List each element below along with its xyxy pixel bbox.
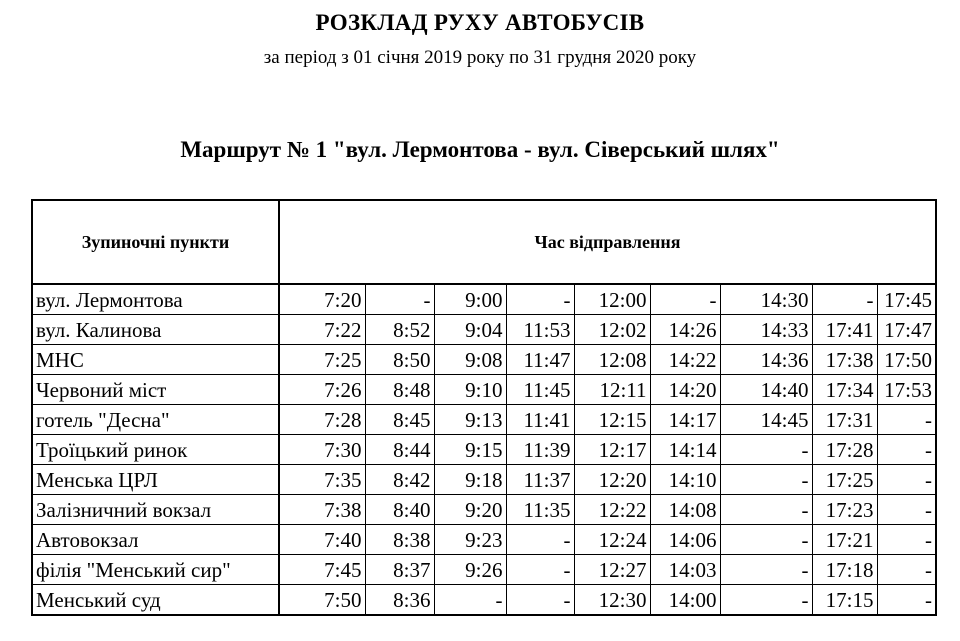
departure-time-cell: 14:30 (720, 284, 812, 315)
departure-time-cell: - (877, 525, 936, 555)
departure-time-cell: 17:38 (812, 345, 877, 375)
departure-time-cell: 9:00 (434, 284, 506, 315)
departure-time-cell: 14:20 (650, 375, 720, 405)
departure-time-cell: 12:08 (574, 345, 650, 375)
stop-name-cell: готель "Десна" (32, 405, 279, 435)
stop-name-cell: Троїцький ринок (32, 435, 279, 465)
departure-time-cell: 8:45 (365, 405, 434, 435)
departure-time-cell: 8:40 (365, 495, 434, 525)
departure-time-cell: 9:18 (434, 465, 506, 495)
departure-time-cell: - (877, 585, 936, 616)
departure-time-cell: 14:03 (650, 555, 720, 585)
departure-time-cell: 17:23 (812, 495, 877, 525)
departure-time-cell: 12:27 (574, 555, 650, 585)
departure-time-cell: 17:15 (812, 585, 877, 616)
table-row (32, 525, 936, 555)
departure-time-cell: 9:04 (434, 315, 506, 345)
departure-time-cell: 12:24 (574, 525, 650, 555)
departure-time-cell: 14:00 (650, 585, 720, 616)
table-header-row (32, 200, 936, 284)
departure-time-cell: - (720, 555, 812, 585)
departure-time-cell: - (506, 284, 574, 315)
table-row (32, 585, 936, 616)
departure-time-cell: - (434, 585, 506, 616)
departure-time-cell: 7:35 (279, 465, 365, 495)
departure-time-cell: 11:47 (506, 345, 574, 375)
departure-time-cell: - (812, 284, 877, 315)
departure-time-cell: 17:18 (812, 555, 877, 585)
stop-name-cell: Червоний міст (32, 375, 279, 405)
period-subtitle: за період з 01 січня 2019 року по 31 грудня 2020 року (263, 47, 697, 68)
departure-time-cell: - (506, 585, 574, 616)
stop-name-cell: Залізничний вокзал (32, 495, 279, 525)
stop-name-cell: Менський суд (32, 585, 279, 616)
departure-time-cell: 14:17 (650, 405, 720, 435)
departure-time-cell: 9:23 (434, 525, 506, 555)
departure-time-cell: 9:13 (434, 405, 506, 435)
departure-time-cell: 17:53 (877, 375, 936, 405)
departure-time-cell: 14:10 (650, 465, 720, 495)
departure-time-cell: 9:26 (434, 555, 506, 585)
table-row (32, 555, 936, 585)
departure-time-cell: 11:39 (506, 435, 574, 465)
departure-time-cell: 14:40 (720, 375, 812, 405)
departure-time-cell: 8:38 (365, 525, 434, 555)
departure-time-cell: - (650, 284, 720, 315)
departure-time-cell: 17:28 (812, 435, 877, 465)
departure-time-cell: 8:44 (365, 435, 434, 465)
departure-time-cell: 9:20 (434, 495, 506, 525)
stop-name-cell: МНС (32, 345, 279, 375)
stop-name-cell: вул. Лермонтова (32, 284, 279, 315)
departure-time-cell: 14:33 (720, 315, 812, 345)
departure-time-cell: 17:47 (877, 315, 936, 345)
departure-time-cell: - (506, 555, 574, 585)
departure-time-cell: - (877, 435, 936, 465)
departure-time-cell: 7:28 (279, 405, 365, 435)
departure-time-cell: 11:45 (506, 375, 574, 405)
departure-time-cell: - (720, 495, 812, 525)
departure-time-cell: 17:45 (877, 284, 936, 315)
departure-time-cell: 8:52 (365, 315, 434, 345)
departure-time-cell: 17:50 (877, 345, 936, 375)
schedule-body (32, 284, 936, 615)
departure-time-cell: - (877, 555, 936, 585)
departure-time-cell: 17:34 (812, 375, 877, 405)
departure-time-cell: 14:26 (650, 315, 720, 345)
departure-time-cell: 8:36 (365, 585, 434, 616)
table-row (32, 465, 936, 495)
departure-time-cell: - (720, 585, 812, 616)
stop-name-cell: філія "Менський сир" (32, 555, 279, 585)
departure-time-cell: 17:25 (812, 465, 877, 495)
departure-time-cell: 17:41 (812, 315, 877, 345)
departure-time-cell: 8:42 (365, 465, 434, 495)
departure-time-cell: 11:37 (506, 465, 574, 495)
departure-time-cell: 7:50 (279, 585, 365, 616)
stop-name-cell: вул. Калинова (32, 315, 279, 345)
departure-time-cell: 9:15 (434, 435, 506, 465)
departure-time-cell: 11:35 (506, 495, 574, 525)
table-row (32, 375, 936, 405)
departure-time-header: Час відправлення (279, 200, 936, 284)
departure-time-cell: 7:26 (279, 375, 365, 405)
departure-time-cell: - (720, 465, 812, 495)
departure-time-cell: 8:48 (365, 375, 434, 405)
departure-time-cell: 7:40 (279, 525, 365, 555)
departure-time-cell: 12:15 (574, 405, 650, 435)
table-row (32, 405, 936, 435)
stop-name-cell: Менська ЦРЛ (32, 465, 279, 495)
schedule-table (31, 199, 937, 616)
departure-time-cell: - (365, 284, 434, 315)
table-row (32, 495, 936, 525)
departure-time-cell: 17:31 (812, 405, 877, 435)
departure-time-cell: 17:21 (812, 525, 877, 555)
stops-column-header: Зупиночні пункти (32, 200, 279, 284)
departure-time-cell: - (877, 405, 936, 435)
table-row (32, 315, 936, 345)
departure-time-cell: - (877, 465, 936, 495)
departure-time-cell: 12:22 (574, 495, 650, 525)
departure-time-cell: - (877, 495, 936, 525)
departure-time-cell: 14:08 (650, 495, 720, 525)
departure-time-cell: 14:14 (650, 435, 720, 465)
departure-time-cell: 14:22 (650, 345, 720, 375)
departure-time-cell: 14:06 (650, 525, 720, 555)
departure-time-cell: 7:25 (279, 345, 365, 375)
departure-time-cell: 9:10 (434, 375, 506, 405)
departure-time-cell: 8:50 (365, 345, 434, 375)
departure-time-cell: 14:45 (720, 405, 812, 435)
departure-time-cell: 12:20 (574, 465, 650, 495)
table-row (32, 345, 936, 375)
departure-time-cell: - (720, 435, 812, 465)
departure-time-cell: 11:41 (506, 405, 574, 435)
departure-time-cell: 7:38 (279, 495, 365, 525)
table-row (32, 435, 936, 465)
departure-time-cell: 7:45 (279, 555, 365, 585)
departure-time-cell: - (720, 525, 812, 555)
route-title: Маршрут № 1 "вул. Лермонтова - вул. Сіверський шлях" (180, 137, 780, 162)
departure-time-cell: 12:02 (574, 315, 650, 345)
stop-name-cell: Автовокзал (32, 525, 279, 555)
departure-time-cell: 12:30 (574, 585, 650, 616)
departure-time-cell: 7:20 (279, 284, 365, 315)
departure-time-cell: 12:17 (574, 435, 650, 465)
departure-time-cell: 8:37 (365, 555, 434, 585)
departure-time-cell: 7:22 (279, 315, 365, 345)
departure-time-cell: 11:53 (506, 315, 574, 345)
table-row (32, 284, 936, 315)
departure-time-cell: 12:00 (574, 284, 650, 315)
departure-time-cell: - (506, 525, 574, 555)
page-title: РОЗКЛАД РУХУ АВТОБУСІВ (315, 10, 645, 35)
departure-time-cell: 12:11 (574, 375, 650, 405)
departure-time-cell: 9:08 (434, 345, 506, 375)
departure-time-cell: 7:30 (279, 435, 365, 465)
departure-time-cell: 14:36 (720, 345, 812, 375)
